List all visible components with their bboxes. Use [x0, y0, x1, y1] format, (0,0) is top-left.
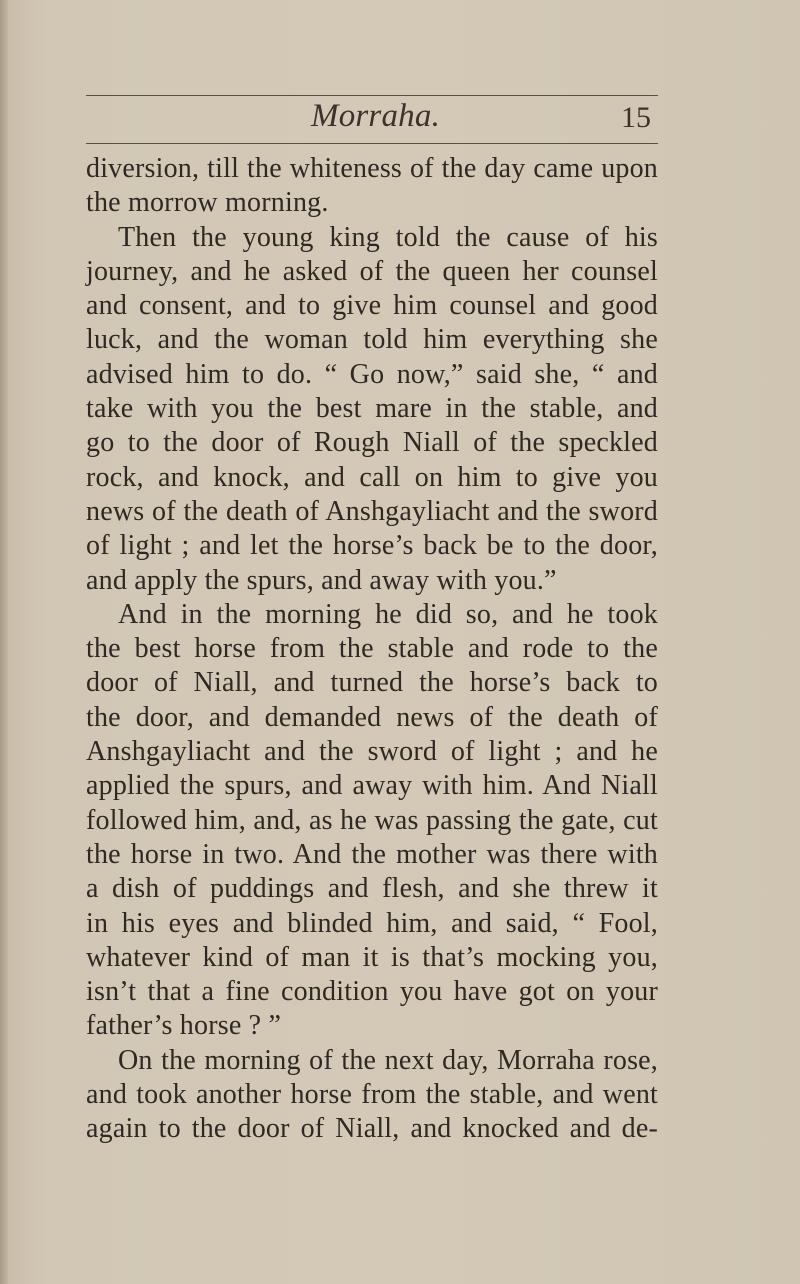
text-line: take with you the best mare in the stable, and: [86, 393, 658, 425]
page-left-edge: [0, 0, 8, 1284]
text-line: the horse in two. And the mother was there with: [86, 838, 658, 870]
running-head: [0, 95, 800, 143]
text-line: the best horse from the stable and rode to the: [86, 633, 658, 665]
text-line: the door, and demanded news of the death of: [86, 701, 658, 733]
running-title: Morraha.: [311, 98, 441, 134]
body-text: [86, 152, 658, 1147]
text-line: and apply the spurs, and away with you.”: [86, 564, 557, 596]
header-rule-bottom: [86, 143, 658, 144]
text-line: diversion, till the whiteness of the day came upon: [86, 153, 658, 184]
page-number: 15: [621, 101, 651, 134]
text-line: a dish of puddings and flesh, and she threw it: [86, 873, 658, 905]
text-line: luck, and the woman told him everything she: [86, 324, 658, 356]
text-line: Then the young king told the cause of his: [118, 221, 658, 253]
text-line: news of the death of Anshgayliacht and the sword: [86, 495, 658, 527]
text-line: and consent, and to give him counsel and good: [86, 290, 658, 322]
text-line: and took another horse from the stable, and went: [86, 1079, 658, 1111]
text-line: applied the spurs, and away with him. And Niall: [86, 770, 658, 802]
text-line: in his eyes and blinded him, and said, “ Fool,: [86, 907, 658, 939]
text-line: father’s horse ? ”: [86, 1010, 282, 1042]
text-line: followed him, and, as he was passing the gate, cut: [86, 804, 658, 836]
text-line: of light ; and let the horse’s back be to the door,: [86, 530, 658, 562]
text-line: the morrow morning.: [86, 187, 329, 219]
text-line: rock, and knock, and call on him to give you: [86, 461, 658, 493]
text-line: door of Niall, and turned the horse’s back to: [86, 667, 658, 699]
text-line: On the morning of the next day, Morraha rose,: [118, 1044, 658, 1076]
text-line: whatever kind of man it is that’s mocking you,: [86, 941, 658, 973]
text-line: isn’t that a fine condition you have got on your: [86, 976, 658, 1008]
text-line: advised him to do. “ Go now,” said she, “ and: [86, 358, 658, 390]
text-line: journey, and he asked of the queen her counsel: [86, 255, 658, 287]
text-line: Anshgayliacht and the sword of light ; and he: [86, 736, 658, 768]
text-line: And in the morning he did so, and he took: [118, 598, 658, 630]
text-line: go to the door of Rough Niall of the speckled: [86, 427, 658, 459]
text-line: again to the door of Niall, and knocked and de-: [86, 1113, 658, 1145]
